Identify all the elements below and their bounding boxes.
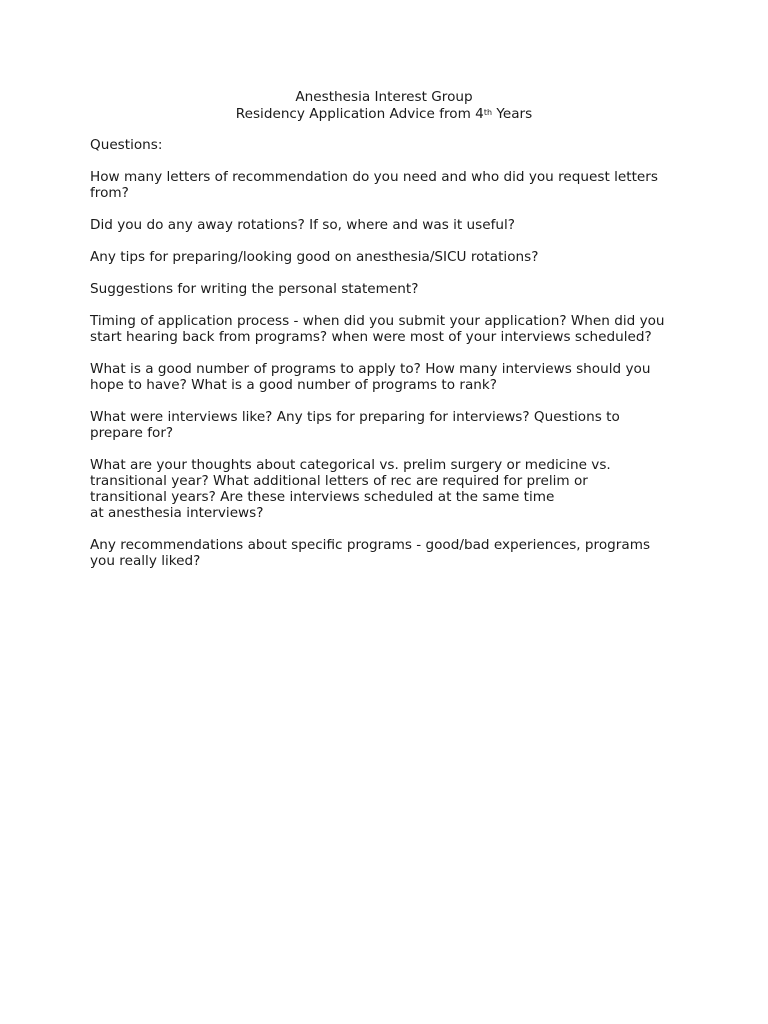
question-paragraph: Any recommendations about specific programs - good/bad experiences, programs you really liked?	[90, 537, 651, 569]
questions-heading: Questions:	[90, 137, 163, 153]
question-paragraph: What are your thoughts about categorical vs. prelim surgery or medicine vs. transitional year? What additional letters of rec are required for prelim or transitional years? Are these interviews scheduled at the same time at anesthesia interviews?	[90, 457, 611, 521]
document-body	[90, 137, 690, 585]
question-paragraph: Suggestions for writing the personal statement?	[90, 281, 419, 297]
title-block	[0, 89, 768, 123]
question-paragraph: Timing of application process - when did you submit your application? When did you start hearing back from programs? when were most of your interviews scheduled?	[90, 313, 665, 345]
subtitle-suffix: Years	[492, 106, 533, 122]
document-title: Anesthesia Interest Group	[295, 89, 473, 105]
question-paragraph: How many letters of recommendation do you need and who did you request letters from?	[90, 169, 658, 201]
subtitle-prefix: Residency Application Advice from 4	[235, 106, 484, 122]
question-paragraph: Did you do any away rotations? If so, where and was it useful?	[90, 217, 515, 233]
document-subtitle	[0, 106, 768, 123]
subtitle-superscript: th	[483, 108, 493, 117]
question-paragraph: What is a good number of programs to apply to? How many interviews should you hope to have? What is a good number of programs to rank?	[90, 361, 651, 393]
question-paragraph: Any tips for preparing/looking good on anesthesia/SICU rotations?	[90, 249, 539, 265]
question-paragraph: What were interviews like? Any tips for preparing for interviews? Questions to prepare for?	[90, 409, 620, 441]
